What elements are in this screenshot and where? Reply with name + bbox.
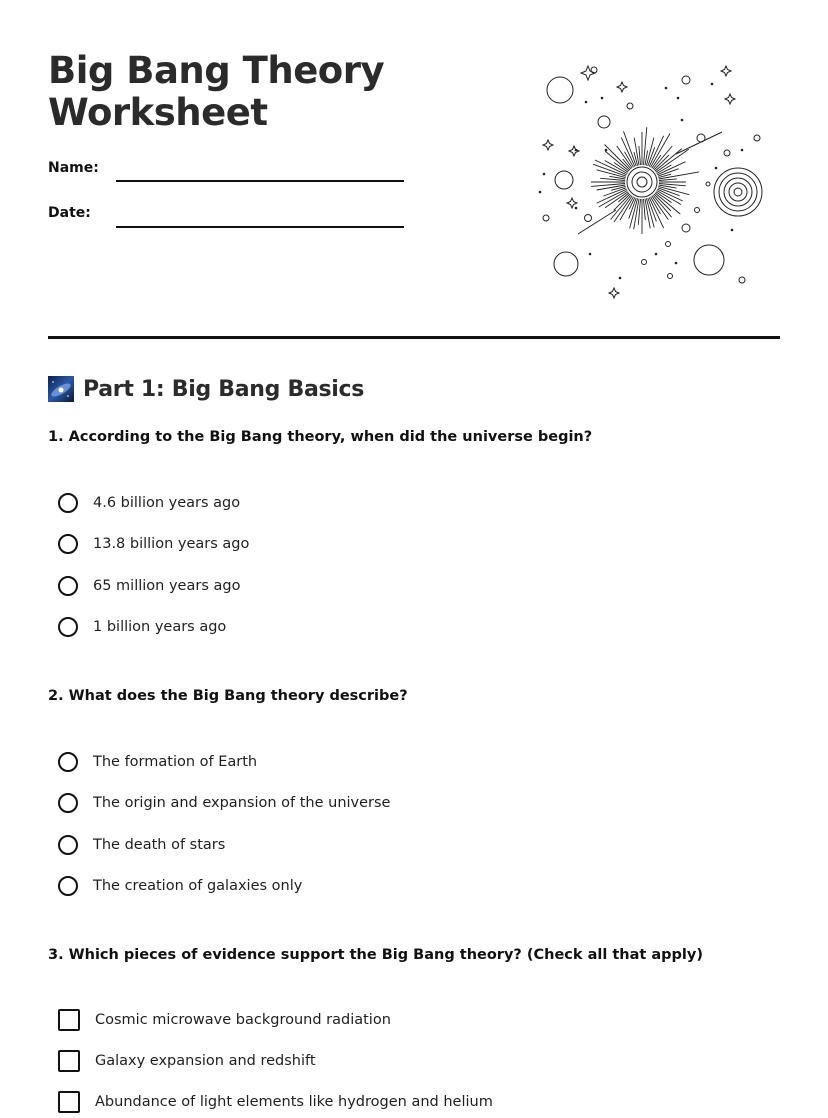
section-divider — [48, 336, 780, 339]
q2-option-1[interactable] — [58, 749, 257, 775]
option-label: The death of stars — [93, 837, 226, 853]
worksheet-title — [48, 50, 384, 134]
q1-option-1[interactable] — [58, 490, 240, 516]
q1-option-3[interactable] — [58, 573, 240, 599]
question-2: 2. What does the Big Bang theory describe? — [48, 688, 408, 704]
radio-button[interactable] — [58, 534, 78, 554]
option-label: The creation of galaxies only — [93, 878, 303, 894]
date-field[interactable] — [116, 226, 404, 228]
option-label: 1 billion years ago — [93, 619, 227, 635]
option-label: The formation of Earth — [93, 754, 258, 770]
part1-title: Part 1: Big Bang Basics — [83, 376, 365, 402]
big-bang-illustration-icon — [526, 58, 772, 304]
date-label: Date: — [48, 205, 91, 221]
name-field[interactable] — [116, 180, 404, 182]
q2-option-4[interactable] — [58, 873, 302, 899]
option-label: The origin and expansion of the universe — [93, 795, 391, 811]
title-line-2: Worksheet — [48, 91, 268, 134]
q2-option-2[interactable] — [58, 790, 390, 816]
q1-option-4[interactable] — [58, 614, 226, 640]
option-label: Abundance of light elements like hydrogen and helium — [95, 1094, 493, 1110]
radio-button[interactable] — [58, 835, 78, 855]
q3-option-3[interactable] — [58, 1089, 493, 1115]
checkbox[interactable] — [58, 1091, 80, 1113]
radio-button[interactable] — [58, 576, 78, 596]
title-line-1: Big Bang Theory — [48, 49, 385, 92]
q3-option-1[interactable] — [58, 1007, 391, 1033]
q3-option-2[interactable] — [58, 1048, 316, 1074]
radio-button[interactable] — [58, 617, 78, 637]
option-label: Cosmic microwave background radiation — [95, 1012, 391, 1028]
part1-heading — [48, 374, 364, 404]
radio-button[interactable] — [58, 493, 78, 513]
q2-option-3[interactable] — [58, 832, 225, 858]
galaxy-image-icon — [48, 376, 74, 402]
question-1: 1. According to the Big Bang theory, when did the universe begin? — [48, 429, 593, 445]
radio-button[interactable] — [58, 752, 78, 772]
option-label: 13.8 billion years ago — [93, 536, 250, 552]
option-label: Galaxy expansion and redshift — [95, 1053, 316, 1069]
checkbox[interactable] — [58, 1050, 80, 1072]
question-3: 3. Which pieces of evidence support the Big Bang theory? (Check all that apply) — [48, 947, 703, 963]
q1-option-2[interactable] — [58, 531, 249, 557]
radio-button[interactable] — [58, 876, 78, 896]
checkbox[interactable] — [58, 1009, 80, 1031]
option-label: 65 million years ago — [93, 578, 241, 594]
option-label: 4.6 billion years ago — [93, 495, 241, 511]
name-label: Name: — [48, 160, 99, 176]
radio-button[interactable] — [58, 793, 78, 813]
